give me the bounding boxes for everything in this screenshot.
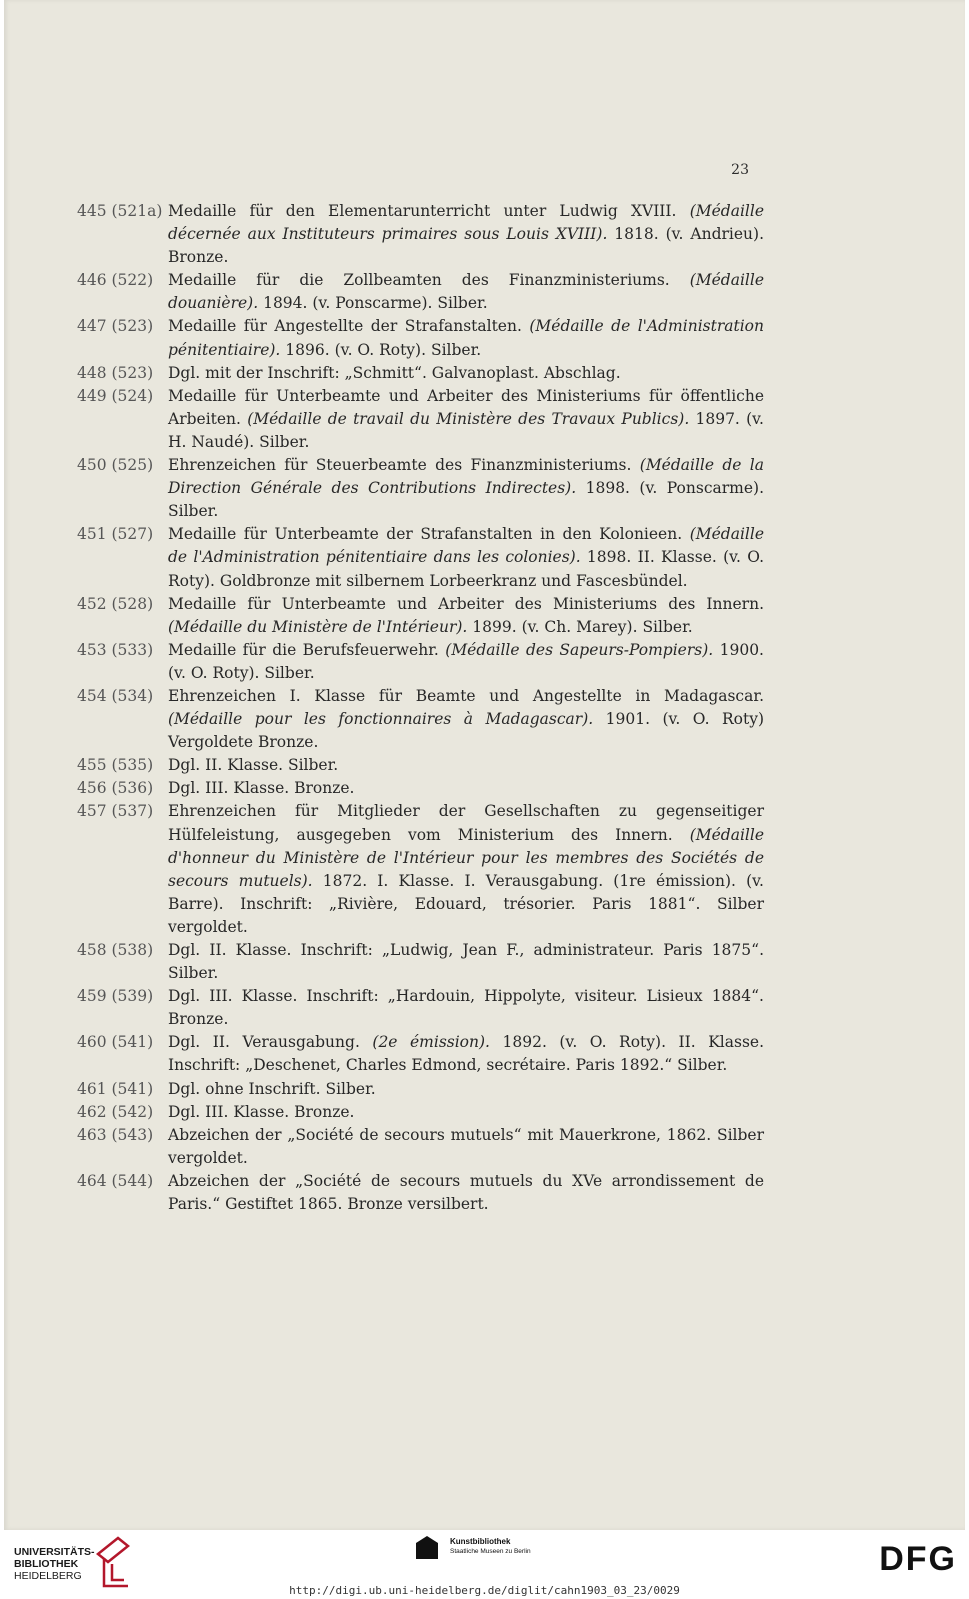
- entry-number: 464 (544): [77, 1171, 154, 1190]
- entry-number: 448 (523): [77, 363, 154, 382]
- entry-text: [168, 987, 764, 1028]
- catalog-entry: [74, 1170, 764, 1216]
- entry-details: 1900. (v. O. Roty). Silber.: [168, 640, 764, 682]
- source-url[interactable]: http://digi.ub.uni-heidelberg.de/diglit/cahn1903_03_23/0029: [289, 1584, 680, 1597]
- entry-text: [168, 595, 764, 636]
- entry-description: Medaille für Unterbeamte und Arbeiter des Ministeriums für öffentliche Arbeiten.: [168, 386, 764, 428]
- entry-text: [168, 756, 338, 774]
- entry-number: 445 (521a): [77, 202, 163, 220]
- catalog-entry: [74, 777, 764, 800]
- entry-french-title: (Médaille des Sapeurs-Pompiers).: [445, 640, 714, 659]
- catalog-entry: [74, 1101, 764, 1124]
- catalog-entry: [74, 754, 764, 777]
- catalog-entry: [74, 939, 764, 985]
- catalog-entry: [74, 800, 764, 939]
- catalog-entry: [74, 1124, 764, 1170]
- entry-text: [168, 1172, 764, 1213]
- kunstbibliothek-title: Kunstbibliothek: [450, 1537, 511, 1546]
- entry-text: [168, 1080, 376, 1098]
- entry-number: 462 (542): [77, 1102, 154, 1121]
- entry-number: 454 (534): [77, 686, 154, 705]
- entry-number: 461 (541): [77, 1079, 154, 1098]
- catalog-entry: [74, 523, 764, 592]
- entry-description: Dgl. III. Klasse. Bronze.: [168, 779, 355, 798]
- entry-description: Dgl. ohne Inschrift. Silber.: [168, 1079, 376, 1098]
- entry-description: Medaille für Unterbeamte der Strafanstalten in den Kolonieen.: [168, 525, 690, 544]
- entry-french-title: (2e émission).: [372, 1033, 490, 1052]
- entry-text: [168, 364, 621, 382]
- entry-number: 460 (541): [77, 1033, 154, 1052]
- entry-details: 1899. (v. Ch. Marey). Silber.: [467, 617, 693, 636]
- ub-logo-line-1: UNIVERSITÄTS-: [14, 1546, 95, 1558]
- entry-number: 446 (522): [77, 271, 154, 290]
- entry-details: 1897. (v. H. Naudé). Silber.: [168, 409, 764, 451]
- catalog-entries: [74, 200, 764, 1216]
- entry-description: Dgl. II. Klasse. Inschrift: „Ludwig, Jean F., administrateur. Paris 1875“. Silber.: [168, 941, 764, 983]
- entry-description: Ehrenzeichen für Mitglieder der Gesellschaften zu gegenseitiger Hülfeleistung, ausgegeben vom Ministerium des Innern.: [168, 802, 764, 844]
- entry-description: Medaille für die Berufsfeuerwehr.: [168, 640, 446, 659]
- entry-description: Medaille für Unterbeamte und Arbeiter des Ministeriums des Innern.: [168, 594, 764, 613]
- entry-details: 1896. (v. O. Roty). Silber.: [280, 340, 482, 359]
- entry-details: 1898. II. Klasse. (v. O. Roty). Goldbronze mit silbernem Lorbeerkranz und Fascesbündel.: [168, 548, 764, 590]
- entry-number: 452 (528): [77, 594, 154, 613]
- catalog-entry: [74, 454, 764, 523]
- entry-details: 1872. I. Klasse. I. Verausgabung. (1re émission). (v. Barre). Inschrift: „Rivière, Edouard, trésorier. Paris 1881“. Silber vergoldet.: [168, 871, 764, 936]
- entry-number: 463 (543): [77, 1125, 154, 1144]
- kunstbibliothek-icon: [412, 1533, 442, 1563]
- entry-text: [168, 456, 764, 520]
- entry-details: 1894. (v. Ponscarme). Silber.: [258, 294, 488, 313]
- entry-description: Ehrenzeichen I. Klasse für Beamte und Angestellte in Madagascar.: [168, 686, 764, 705]
- entry-french-title: (Médaille de l'Administration pénitentiaire).: [168, 317, 764, 359]
- entry-description: Dgl. II. Klasse. Silber.: [168, 756, 339, 775]
- catalog-entry: [74, 200, 764, 269]
- entry-description: Dgl. III. Klasse. Bronze.: [168, 1102, 355, 1121]
- entry-text: [168, 271, 764, 312]
- entry-details: 1892. (v. O. Roty). II. Klasse. Inschrift: „Deschenet, Charles Edmond, secrétaire. Paris 1892.“ Silber.: [168, 1033, 764, 1075]
- catalog-entry: [74, 269, 764, 315]
- page-number: 23: [731, 162, 749, 178]
- entry-number: 450 (525): [77, 456, 154, 475]
- entry-details: 1898. (v. Ponscarme). Silber.: [168, 479, 765, 521]
- ub-logo-line-3: HEIDELBERG: [14, 1570, 82, 1582]
- entry-text: [168, 687, 764, 751]
- entry-text: [168, 1033, 764, 1074]
- ub-heidelberg-logo[interactable]: [14, 1546, 95, 1582]
- catalog-entry: [74, 385, 764, 454]
- entry-text: [168, 641, 764, 682]
- entry-details: 1901. (v. O. Roty) Vergoldete Bronze.: [168, 710, 764, 752]
- catalog-entry: [74, 362, 764, 385]
- entry-number: 456 (536): [77, 779, 154, 798]
- entry-text: [168, 1103, 354, 1121]
- catalog-entry: [74, 639, 764, 685]
- kunstbibliothek-logo[interactable]: [412, 1533, 531, 1568]
- entry-number: 451 (527): [77, 525, 154, 544]
- entry-number: 453 (533): [77, 640, 154, 659]
- catalog-entry: [74, 685, 764, 754]
- entry-text: [168, 317, 764, 358]
- entry-text: [168, 1126, 764, 1167]
- ub-logo-line-2: BIBLIOTHEK: [14, 1558, 79, 1570]
- entry-number: 447 (523): [77, 317, 154, 336]
- catalog-entry: [74, 1078, 764, 1101]
- entry-description: Abzeichen der „Société de secours mutuels“ mit Mauerkrone, 1862. Silber vergoldet.: [168, 1125, 764, 1167]
- catalog-entry: [74, 315, 764, 361]
- entry-french-title: (Médaille du Ministère de l'Intérieur).: [168, 617, 468, 636]
- catalog-entry: [74, 1031, 764, 1077]
- entry-description: Dgl. mit der Inschrift: „Schmitt“. Galvanoplast. Abschlag.: [168, 363, 621, 382]
- entry-description: Medaille für den Elementarunterricht unter Ludwig XVIII.: [168, 202, 690, 220]
- entry-number: 459 (539): [77, 987, 154, 1006]
- entry-french-title: (Médaille pour les fonctionnaires à Madagascar).: [168, 710, 594, 729]
- entry-french-title: (Médaille de travail du Ministère des Travaux Publics).: [247, 409, 690, 428]
- entry-number: 457 (537): [77, 802, 154, 821]
- kunstbibliothek-subtitle: Staatliche Museen zu Berlin: [450, 1548, 531, 1555]
- entry-number: 449 (524): [77, 386, 154, 405]
- entry-description: Abzeichen der „Société de secours mutuels du XVe arrondissement de Paris.“ Gestiftet 1865. Bronze versilbert.: [168, 1171, 764, 1214]
- entry-number: 458 (538): [77, 941, 154, 959]
- entry-description: Medaille für Angestellte der Strafanstalten.: [168, 317, 530, 336]
- entry-number: 455 (535): [77, 756, 154, 775]
- entry-french-title: (Médaille décernée aux Instituteurs primaires sous Louis XVIII).: [168, 202, 764, 244]
- entry-french-title: (Médaille d'honneur du Ministère de l'Intérieur pour les membres des Sociétés de secours mutuels).: [168, 825, 764, 890]
- entry-text: [168, 941, 764, 982]
- dfg-logo[interactable]: DFG: [879, 1540, 957, 1578]
- entry-details: 1818. (v. Andrieu). Bronze.: [168, 225, 764, 267]
- entry-text: [168, 779, 354, 797]
- entry-text: [168, 802, 764, 935]
- catalog-entry: [74, 985, 764, 1031]
- entry-description: Medaille für die Zollbeamten des Finanzministeriums.: [168, 271, 690, 290]
- document-page: [4, 0, 965, 1530]
- entry-french-title: (Médaille de l'Administration pénitentiaire dans les colonies).: [168, 525, 764, 567]
- entry-text: [168, 387, 764, 451]
- entry-description: Ehrenzeichen für Steuerbeamte des Finanzministeriums.: [168, 456, 640, 475]
- ub-emblem-icon: [94, 1534, 132, 1590]
- entry-description: Dgl. III. Klasse. Inschrift: „Hardouin, Hippolyte, visiteur. Lisieux 1884“. Bronze.: [168, 987, 764, 1029]
- entry-description: Dgl. II. Verausgabung.: [168, 1033, 373, 1052]
- entry-french-title: (Médaille de la Direction Générale des Contributions Indirectes).: [168, 456, 765, 498]
- entry-text: [168, 202, 764, 266]
- entry-text: [168, 525, 764, 589]
- entry-french-title: (Médaille douanière).: [168, 271, 764, 313]
- catalog-entry: [74, 593, 764, 639]
